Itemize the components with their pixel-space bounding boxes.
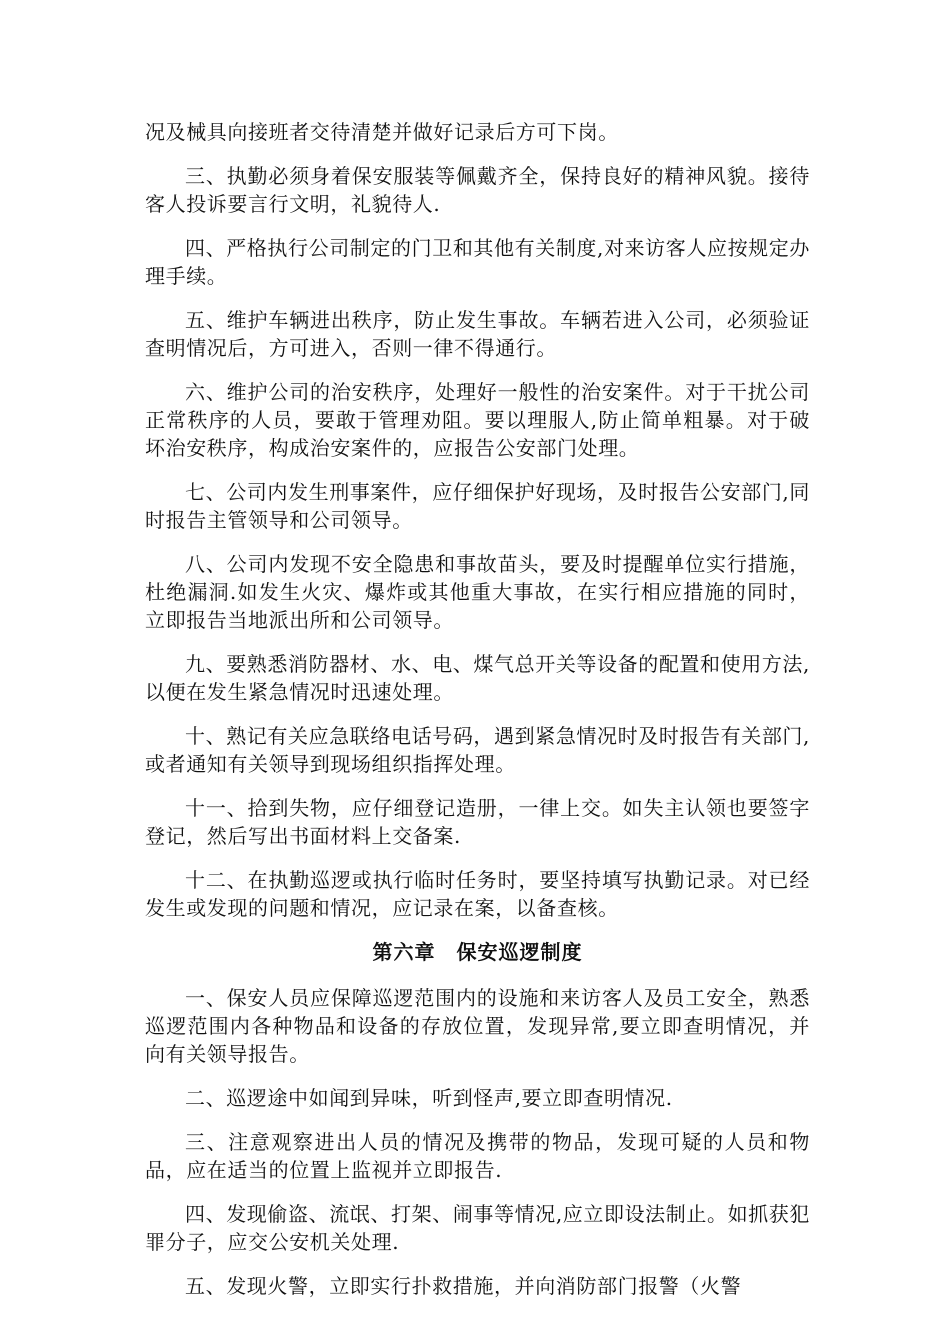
paragraph-item-10: 十、熟记有关应急联络电话号码，遇到紧急情况时及时报告有关部门,或者通知有关领导到现场组织指挥处理。	[145, 724, 810, 776]
paragraph-item-11: 十一、拾到失物，应仔细登记造册，一律上交。如失主认领也要签字登记，然后写出书面材料上交备案.	[145, 796, 810, 848]
chapter-title: 第六章 保安巡逻制度	[372, 940, 583, 964]
chapter-paragraph-2: 二、巡逻途中如闻到异味，听到怪声,要立即查明情况.	[185, 1086, 673, 1110]
paragraph-item-4: 四、严格执行公司制定的门卫和其他有关制度,对来访客人应按规定办理手续。	[145, 236, 810, 288]
paragraph-item-6: 六、维护公司的治安秩序，处理好一般性的治安案件。对于干扰公司正常秩序的人员，要敢于管理劝阻。要以理服人,防止简单粗暴。对于破坏治安秩序，构成治安案件的，应报告公安部门处理。	[145, 380, 810, 460]
paragraph-item-7: 七、公司内发生刑事案件，应仔细保护好现场，及时报告公安部门,同时报告主管领导和公司领导。	[145, 480, 810, 532]
paragraph-continuation: 况及械具向接班者交待清楚并做好记录后方可下岗。	[145, 120, 619, 144]
paragraph-item-8: 八、公司内发现不安全隐患和事故苗头，要及时提醒单位实行措施，杜绝漏洞.如发生火灾、爆炸或其他重大事故，在实行相应措施的同时，立即报告当地派出所和公司领导。	[145, 552, 810, 632]
paragraph-item-9: 九、要熟悉消防器材、水、电、煤气总开关等设备的配置和使用方法,以便在发生紧急情况时迅速处理。	[145, 652, 810, 704]
chapter-paragraph-4: 四、发现偷盗、流氓、打架、闹事等情况,应立即设法制止。如抓获犯罪分子，应交公安机关处理.	[145, 1202, 810, 1254]
chapter-paragraph-3: 三、注意观察进出人员的情况及携带的物品，发现可疑的人员和物品，应在适当的位置上监视并立即报告.	[145, 1130, 810, 1182]
document-body	[145, 118, 810, 1316]
paragraph-item-12: 十二、在执勤巡逻或执行临时任务时，要坚持填写执勤记录。对已经发生或发现的问题和情况，应记录在案，以备查核。	[145, 868, 810, 920]
paragraph-item-5: 五、维护车辆进出秩序，防止发生事故。车辆若进入公司，必须验证查明情况后，方可进入，否则一律不得通行。	[145, 308, 810, 360]
paragraph-item-3: 三、执勤必须身着保安服装等佩戴齐全，保持良好的精神风貌。接待客人投诉要言行文明，礼貌待人.	[145, 164, 810, 216]
chapter-paragraph-5: 五、发现火警，立即实行扑救措施，并向消防部门报警（火警	[185, 1274, 742, 1298]
chapter-paragraph-1: 一、保安人员应保障巡逻范围内的设施和来访客人及员工安全，熟悉巡逻范围内各种物品和设备的存放位置，发现异常,要立即查明情况，并向有关领导报告。	[145, 986, 810, 1066]
